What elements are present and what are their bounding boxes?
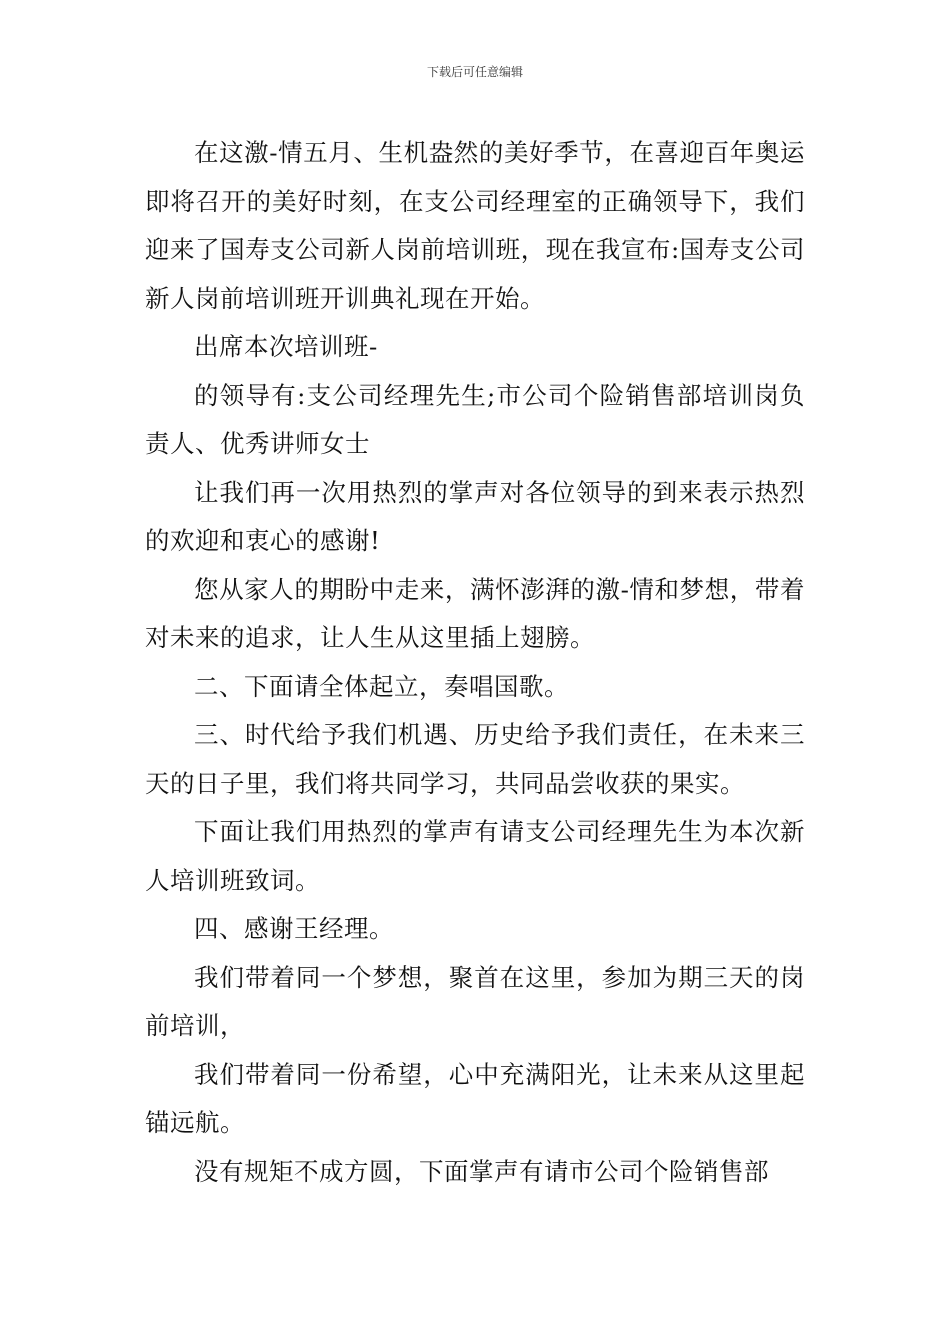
paragraph-dream: 我们带着同一个梦想，聚首在这里，参加为期三天的岗前培训，: [145, 962, 805, 1040]
paragraph-thanks: 四、感谢王经理。: [194, 914, 394, 943]
paragraph-opportunity: 三、时代给予我们机遇、历史给予我们责任，在未来三天的日子里，我们将共同学习，共同品尝收获的果实。: [145, 720, 805, 798]
paragraph-rules: 没有规矩不成方圆，下面掌声有请市公司个险销售部: [194, 1156, 769, 1186]
paragraph-family: 您从家人的期盼中走来，满怀澎湃的激-情和梦想，带着对未来的追求，让人生从这里插上翅膀。: [145, 574, 805, 652]
document-body: [145, 129, 805, 1196]
paragraph-hope: 我们带着同一份希望，心中充满阳光，让未来从这里起锚远航。: [145, 1059, 805, 1137]
paragraph-welcome: 让我们再一次用热烈的掌声对各位领导的到来表示热烈的欢迎和衷心的感谢!: [145, 477, 805, 555]
paragraph-anthem: 二、下面请全体起立，奏唱国歌。: [194, 671, 569, 701]
paragraph-manager-speech: 下面让我们用热烈的掌声有请支公司经理先生为本次新人培训班致词。: [145, 817, 805, 895]
paragraph-leaders: 的领导有:支公司经理先生;市公司个险销售部培训岗负责人、优秀讲师女士: [145, 380, 805, 458]
paragraph-attendance-intro: 出席本次培训班-: [194, 332, 378, 361]
paragraph-opening: 在这激-情五月、生机盎然的美好季节，在喜迎百年奥运即将召开的美好时刻，在支公司经理室的正确领导下，我们迎来了国寿支公司新人岗前培训班，现在我宣布:国寿支公司新人岗前培训班开训典礼现在开始。: [145, 138, 805, 313]
header-note: 下载后可任意编辑: [426, 65, 523, 79]
